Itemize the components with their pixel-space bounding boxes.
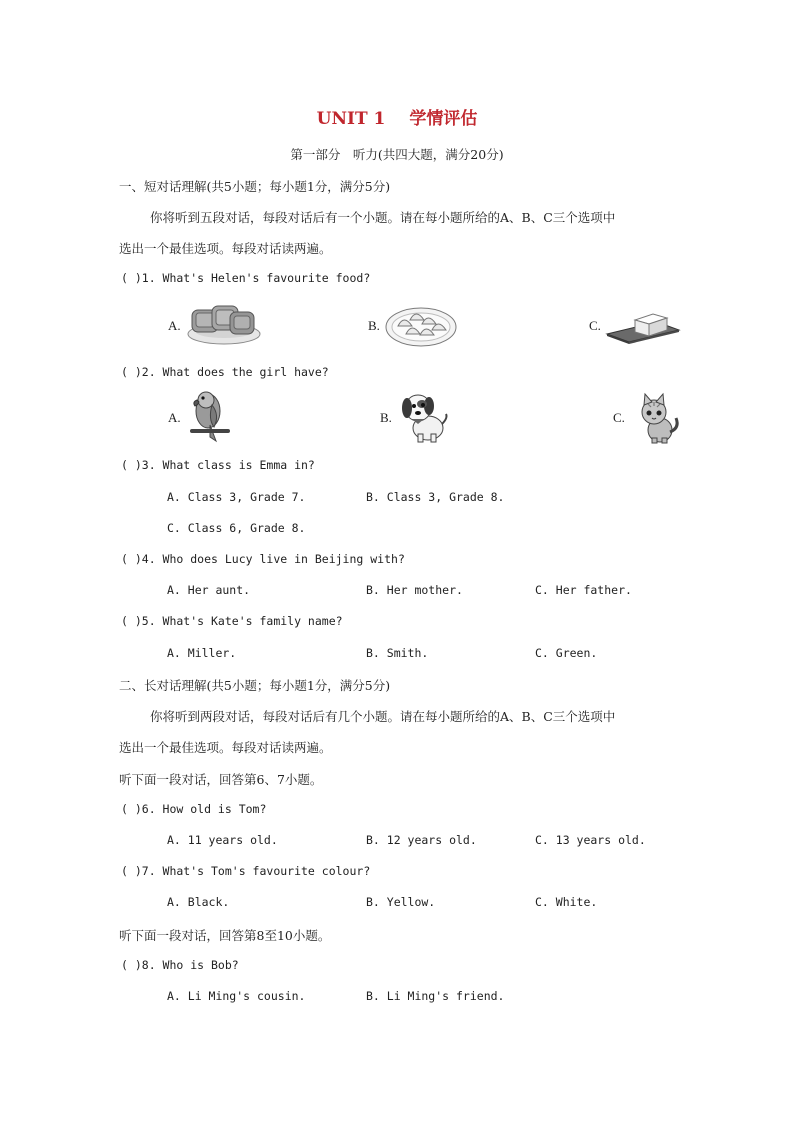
q1-option-a-letter: A. bbox=[168, 318, 181, 333]
section1-instruction-line2: 选出一个最佳选项。每段对话读两遍。 bbox=[119, 241, 332, 256]
q4-option-c: C. Her father. bbox=[535, 583, 632, 597]
q3-option-c: C. Class 6, Grade 8. bbox=[167, 521, 306, 535]
page-title bbox=[0, 104, 794, 129]
unit-label: UNIT 1 bbox=[316, 109, 386, 129]
q6-option-b: B. 12 years old. bbox=[366, 833, 477, 847]
q7-option-a: A. Black. bbox=[167, 895, 230, 909]
section2-instruction-line2: 选出一个最佳选项。每段对话读两遍。 bbox=[119, 740, 332, 755]
section1-instruction-line1: 你将听到五段对话，每段对话后有一个小题。请在每小题所给的A、B、C三个选项中 bbox=[150, 210, 616, 225]
q5-option-b: B. Smith. bbox=[366, 646, 429, 660]
question-8: ( )8. Who is Bob? bbox=[121, 958, 239, 972]
question-6: ( )6. How old is Tom? bbox=[121, 802, 267, 816]
q7-option-c: C. White. bbox=[535, 895, 598, 909]
q8-option-b: B. Li Ming's friend. bbox=[366, 989, 505, 1003]
q2-option-a-letter: A. bbox=[168, 410, 181, 425]
kitten-icon bbox=[632, 392, 682, 444]
q4-option-b: B. Her mother. bbox=[366, 583, 463, 597]
part-subtitle: 第一部分 听力(共四大题，满分20分) bbox=[290, 147, 504, 162]
mooncake-plate-icon bbox=[186, 300, 262, 346]
dialog2-intro: 听下面一段对话，回答第8至10小题。 bbox=[119, 928, 331, 943]
q8-option-a: A. Li Ming's cousin. bbox=[167, 989, 306, 1003]
q1-option-c-letter: C. bbox=[589, 318, 601, 333]
section1-heading: 一、短对话理解(共5小题；每小题1分，满分5分) bbox=[119, 179, 391, 194]
title-name: 学情评估 bbox=[409, 109, 478, 129]
dumplings-plate-icon bbox=[384, 302, 458, 348]
parrot-icon bbox=[186, 389, 232, 447]
q7-option-b: B. Yellow. bbox=[366, 895, 436, 909]
tofu-board-icon bbox=[605, 304, 681, 344]
q4-option-a: A. Her aunt. bbox=[167, 583, 251, 597]
q6-option-c: C. 13 years old. bbox=[535, 833, 646, 847]
question-2: ( )2. What does the girl have? bbox=[121, 365, 329, 379]
q3-option-a: A. Class 3, Grade 7. bbox=[167, 490, 306, 504]
q1-option-b-letter: B. bbox=[368, 318, 380, 333]
puppy-icon bbox=[398, 390, 450, 444]
section2-instruction-line1: 你将听到两段对话，每段对话后有几个小题。请在每小题所给的A、B、C三个选项中 bbox=[150, 709, 616, 724]
section2-heading: 二、长对话理解(共5小题；每小题1分，满分5分) bbox=[119, 678, 391, 693]
question-7: ( )7. What's Tom's favourite colour? bbox=[121, 864, 371, 878]
q2-option-b-letter: B. bbox=[380, 410, 392, 425]
q5-option-a: A. Miller. bbox=[167, 646, 237, 660]
question-5: ( )5. What's Kate's family name? bbox=[121, 614, 343, 628]
q5-option-c: C. Green. bbox=[535, 646, 598, 660]
question-1: ( )1. What's Helen's favourite food? bbox=[121, 271, 371, 285]
question-4: ( )4. Who does Lucy live in Beijing with? bbox=[121, 552, 405, 566]
dialog1-intro: 听下面一段对话，回答第6、7小题。 bbox=[119, 772, 323, 787]
q2-option-c-letter: C. bbox=[613, 410, 625, 425]
question-3: ( )3. What class is Emma in? bbox=[121, 458, 315, 472]
q3-option-b: B. Class 3, Grade 8. bbox=[366, 490, 505, 504]
q6-option-a: A. 11 years old. bbox=[167, 833, 278, 847]
